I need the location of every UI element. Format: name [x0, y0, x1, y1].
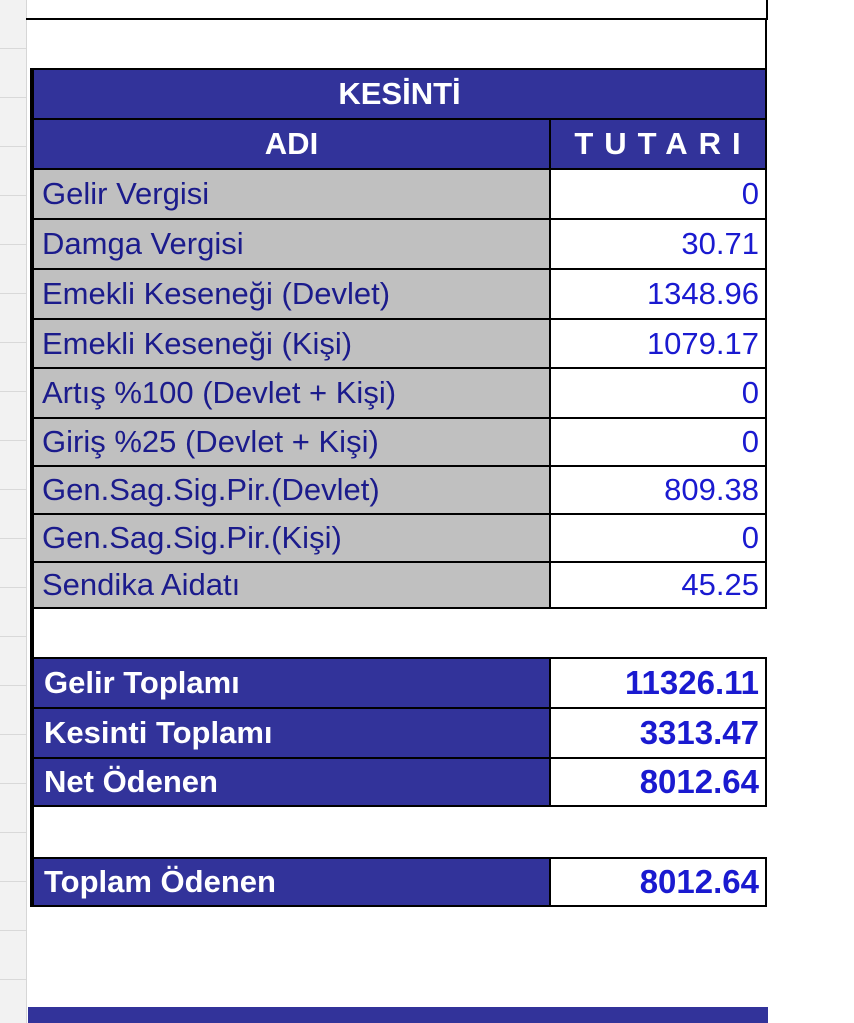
deduction-value-sendika[interactable]: 45.25: [549, 561, 767, 609]
total-value-kesinti[interactable]: 3313.47: [549, 707, 767, 759]
deduction-label-gss-devlet: Gen.Sag.Sig.Pir.(Devlet): [32, 465, 551, 515]
deduction-label-sendika: Sendika Aidatı: [32, 561, 551, 609]
previous-section-cell: [26, 0, 768, 20]
deduction-value-artis[interactable]: 0: [549, 367, 767, 419]
deduction-label-gelir-vergisi: Gelir Vergisi: [32, 168, 551, 220]
deduction-label-emekli-devlet: Emekli Keseneği (Devlet): [32, 268, 551, 320]
deduction-label-damga-vergisi: Damga Vergisi: [32, 218, 551, 270]
grand-total-value[interactable]: 8012.64: [549, 857, 767, 907]
total-value-gelir[interactable]: 11326.11: [549, 657, 767, 709]
deduction-value-damga-vergisi[interactable]: 30.71: [549, 218, 767, 270]
column-border: [765, 18, 767, 68]
deduction-label-giris: Giriş %25 (Devlet + Kişi): [32, 417, 551, 467]
deduction-value-emekli-devlet[interactable]: 1348.96: [549, 268, 767, 320]
deduction-value-gss-devlet[interactable]: 809.38: [549, 465, 767, 515]
spacer-left-border: [30, 609, 34, 657]
column-header-name: ADI: [32, 118, 551, 170]
deduction-label-artis: Artış %100 (Devlet + Kişi): [32, 367, 551, 419]
deduction-value-giris[interactable]: 0: [549, 417, 767, 467]
grand-total-label: Toplam Ödenen: [32, 857, 551, 907]
total-label-kesinti: Kesinti Toplamı: [32, 707, 551, 759]
column-header-amount: TUTARI: [549, 118, 767, 170]
spacer-left-border-2: [30, 807, 34, 857]
total-label-net-odenen: Net Ödenen: [32, 757, 551, 807]
deduction-value-gelir-vergisi[interactable]: 0: [549, 168, 767, 220]
section-title: KESİNTİ: [32, 68, 767, 120]
row-header-gutter: [0, 0, 27, 1023]
deduction-label-gss-kisi: Gen.Sag.Sig.Pir.(Kişi): [32, 513, 551, 563]
total-label-gelir: Gelir Toplamı: [32, 657, 551, 709]
total-value-net-odenen[interactable]: 8012.64: [549, 757, 767, 807]
deduction-label-emekli-kisi: Emekli Keseneği (Kişi): [32, 318, 551, 370]
deduction-value-gss-kisi[interactable]: 0: [549, 513, 767, 563]
next-section-header: [28, 1007, 768, 1023]
deduction-value-emekli-kisi[interactable]: 1079.17: [549, 318, 767, 370]
